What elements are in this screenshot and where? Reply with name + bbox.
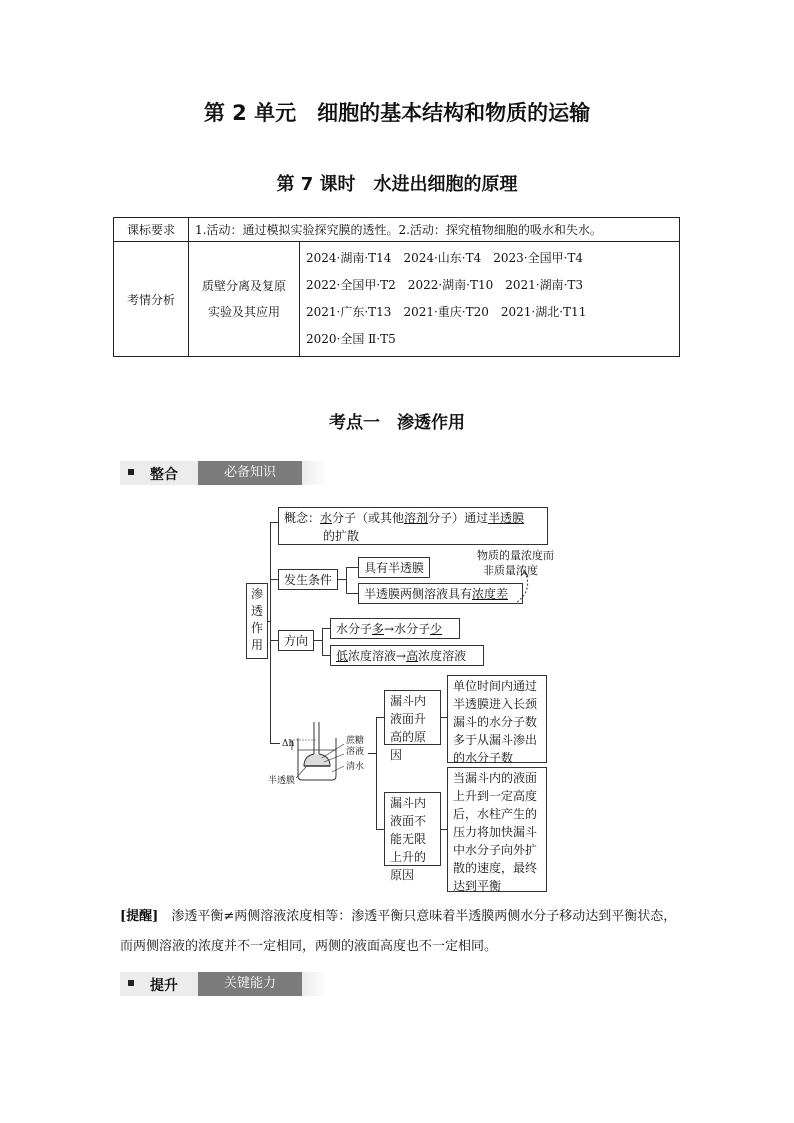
concept-key-membrane: 半透膜 [488,511,525,525]
section-band-integrate [120,461,302,485]
branch-line [376,829,384,830]
requirement-text: 1.活动：通过模拟实验探究膜的透性。2.活动：探究植物细胞的吸水和失水。 [189,218,680,242]
direction-item [330,645,484,666]
exam-line: 2024·湖南·T14 2024·山东·T4 2023·全国甲·T4 [306,251,584,265]
rise-answer [447,675,547,763]
exam-line: 2020·全国 Ⅱ·T5 [306,332,396,346]
section-title: 考点一 渗透作用 [329,413,465,433]
branch-line [322,655,330,656]
exam-line: 2022·全国甲·T2 2022·湖南·T10 2021·湖南·T3 [306,278,584,292]
rise-question-text: 漏斗内液面升高的原因 [390,694,427,762]
direction-text: 浓度溶液→ [348,649,407,663]
direction-text: 浓度溶液 [418,649,467,663]
reminder-label: [提醒] [120,909,159,924]
condition-label: 发生条件 [284,573,333,587]
square-bullet-icon [128,469,134,475]
square-bullet-icon [128,980,134,986]
norise-answer [447,767,547,892]
curriculum-table [113,217,680,357]
direction-key: 多 [372,622,385,636]
condition-item [358,557,430,578]
branch-line [322,628,330,629]
reminder-note [120,902,680,962]
condition-key: 浓度差 [472,587,509,601]
concept-prefix: 概念： [284,511,321,525]
direction-key: 高 [406,649,419,663]
direction-item [330,618,460,639]
branch-line [346,567,358,568]
concept-key-solvent: 溶剂 [404,511,429,525]
norise-answer-text: 当漏斗内的液面上升到一定高度后，水柱产生的压力将加快漏斗中水分子向外扩散的速度，最终达到平衡 [453,771,538,893]
label-membrane: 半透膜 [268,776,296,786]
note-line: 非质量浓度 [483,564,538,577]
direction-key: 少 [430,622,443,636]
branch-line [270,640,278,641]
topic-line: 质壁分离及复原 [201,279,286,293]
exam-list [300,242,680,357]
branch-line [376,717,384,718]
root-label: 渗透作用 [250,587,263,652]
reminder-text: 渗透平衡≠两侧溶液浓度相等：渗透平衡只意味着半透膜两侧水分子移动达到平衡状态，而两侧溶液的浓度并不一定相同，两侧的液面高度也不一定相同。 [120,909,677,954]
branch-line [322,628,323,655]
label-sucrose [346,736,364,758]
condition-item [358,583,523,604]
band-fade [302,461,328,485]
lesson-title: 第 7 课时 水进出细胞的原理 [276,174,518,195]
concept-text: 分子）通过 [428,511,489,525]
branch-line [338,579,346,580]
label-line: 蔗糖 [346,736,365,746]
concept-key-water: 水 [320,511,333,525]
concept-text: 分子（或其他 [332,511,405,525]
branch-line [346,567,347,593]
band-main-label: 整合 [150,467,178,483]
branch-line [314,640,322,641]
label-delta-h: Δh [282,739,295,749]
condition-item-text: 半透膜两侧溶液具有 [364,587,473,601]
direction-text: →水分子 [384,622,431,636]
branch-line [270,579,278,580]
unit-title: 第 2 单元 细胞的基本结构和物质的运输 [203,101,591,125]
direction-node [278,630,314,651]
exam-analysis-head: 考情分析 [114,242,189,357]
concept-node [278,507,548,545]
direction-key: 低 [336,649,349,663]
branch-line [368,753,376,754]
section-band-improve [120,972,302,996]
norise-question [384,792,441,882]
label-line: 溶液 [346,747,365,757]
branch-line [270,522,278,523]
rise-question [384,690,441,762]
exam-row [114,242,680,357]
branch-line [346,593,358,594]
band-tag-label: 必备知识 [198,461,302,485]
label-water: 清水 [346,762,365,772]
concept-line2: 的扩散 [323,529,360,543]
norise-question-text: 漏斗内液面不能无限上升的原因 [390,796,427,882]
curved-arrow-icon [515,568,535,604]
requirement-row [114,218,680,242]
direction-text: 水分子 [336,622,373,636]
exam-topic [189,242,300,357]
condition-node [278,569,338,590]
exam-line: 2021·广东·T13 2021·重庆·T20 2021·湖北·T11 [306,305,587,319]
root-node [246,583,268,659]
band-main-label: 提升 [150,978,178,994]
direction-label: 方向 [284,634,309,648]
root-connector [268,621,271,622]
band-tag-label: 关键能力 [198,972,302,996]
note-line: 物质的量浓度而 [477,549,554,562]
spine-line [270,522,271,744]
rise-answer-text: 单位时间内通过半透膜进入长颈漏斗的水分子数多于从漏斗渗出的水分子数 [453,679,538,765]
branch-line [376,717,377,829]
topic-line: 实验及其应用 [207,305,280,319]
condition-item-text: 具有半透膜 [364,561,425,575]
requirement-head: 课标要求 [114,218,189,242]
band-fade [302,972,328,996]
